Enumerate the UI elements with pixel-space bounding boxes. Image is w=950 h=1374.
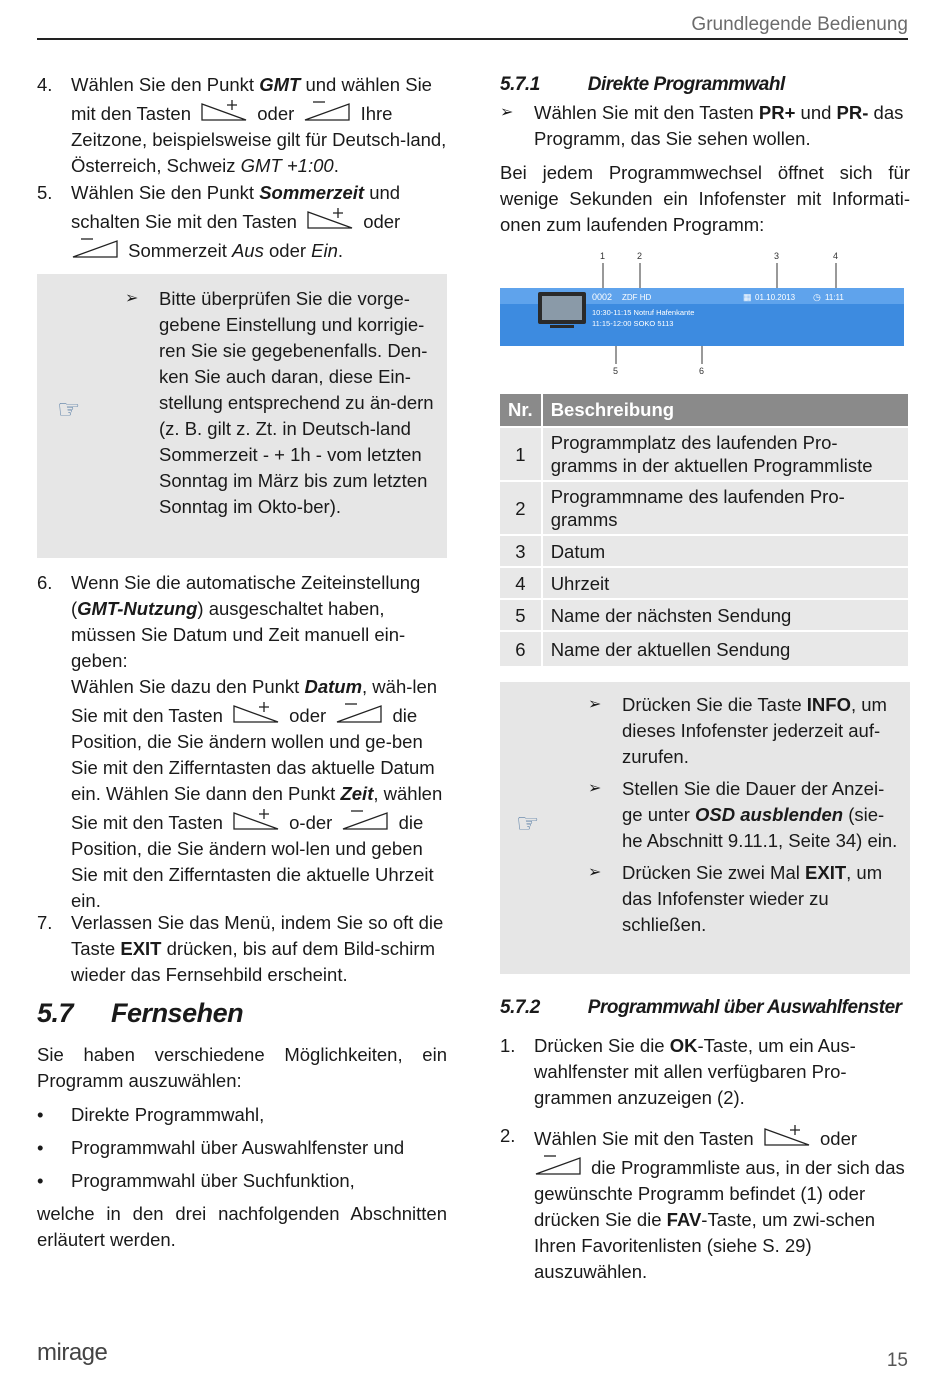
table-cell-nr: 6 bbox=[500, 632, 541, 666]
menu-item-sommerzeit: Sommerzeit bbox=[259, 182, 365, 203]
step-number: 6. bbox=[37, 572, 53, 593]
page-number: 15 bbox=[886, 1350, 908, 1371]
tv-icon bbox=[538, 292, 586, 328]
step-text: . bbox=[333, 155, 339, 176]
table-row bbox=[500, 428, 908, 480]
step-text: das Programm, das Sie sehen wollen. bbox=[534, 102, 904, 149]
channel-up-key-icon bbox=[763, 1123, 811, 1147]
channel-up-key-icon bbox=[306, 206, 354, 230]
key-ok: OK bbox=[669, 1035, 698, 1056]
bullet-dot-icon: • bbox=[37, 1170, 44, 1191]
info-window-figure bbox=[500, 248, 904, 380]
callout-5: 5 bbox=[613, 366, 619, 376]
timezone-value: GMT +1:00 bbox=[240, 155, 334, 176]
step-2 bbox=[500, 1123, 910, 1285]
step-text: Wählen Sie den Punkt bbox=[71, 74, 260, 95]
right-column-lower bbox=[500, 995, 910, 1285]
next-program: 11:15-12:00 SOKO 5113 bbox=[592, 319, 674, 328]
subsection-heading bbox=[500, 72, 910, 100]
table-header-row bbox=[500, 394, 908, 426]
pointing-hand-icon: ☞ bbox=[516, 808, 540, 838]
step-text: die Position, die Sie ändern wol-len und geben Sie mit den Zifferntasten die aktuelle Uhrzeit ein. bbox=[71, 812, 434, 911]
step-text: -Taste, um ein Aus-wahlfenster mit allen verfügbaren Pro-grammen anzuzeigen (2). bbox=[534, 1035, 856, 1108]
clock-icon: ◷ bbox=[813, 292, 821, 302]
note-item bbox=[588, 692, 904, 770]
step-text: Wählen Sie mit den Tasten bbox=[534, 1128, 754, 1149]
channel-down-key-icon bbox=[303, 98, 351, 122]
key-exit: EXIT bbox=[805, 862, 847, 883]
table-row bbox=[500, 536, 908, 566]
option-ein: Ein bbox=[311, 240, 338, 261]
menu-item-osd-ausblenden: OSD ausblenden bbox=[695, 804, 844, 825]
step-text: oder bbox=[263, 240, 312, 261]
arrow-bullet-icon: ➢ bbox=[500, 104, 514, 121]
subsection-number: 5.7.1 bbox=[500, 74, 540, 95]
note-box bbox=[37, 274, 447, 558]
channel-up-key-icon bbox=[232, 700, 280, 724]
instruction-item bbox=[500, 100, 910, 160]
step-number: 1. bbox=[500, 1035, 516, 1056]
note-item bbox=[588, 860, 904, 938]
bullet-dot-icon: • bbox=[37, 1104, 44, 1125]
list-item-text: Programmwahl über Suchfunktion, bbox=[71, 1170, 355, 1191]
step-text: , wählen Sie mit den Tasten bbox=[71, 783, 443, 833]
info-paragraph: Bei jedem Programmwechsel öffnet sich für wenige Sekunden ein Infofenster mit Informati-onen zum laufenden Programm: bbox=[500, 162, 910, 235]
channel-down-key-icon bbox=[341, 807, 389, 831]
step-text: Sommerzeit bbox=[128, 240, 232, 261]
key-pr-plus: PR+ bbox=[758, 102, 796, 123]
pointing-hand-icon: ☞ bbox=[57, 394, 81, 424]
note-text: Drücken Sie zwei Mal bbox=[622, 862, 806, 883]
callout-1: 1 bbox=[600, 251, 606, 261]
step-text: Wählen Sie dazu den Punkt bbox=[71, 676, 305, 697]
header-title: Grundlegende Bedienung bbox=[691, 14, 908, 35]
channel-down-key-icon bbox=[335, 700, 383, 724]
step-text: und schalten Sie mit den Tasten bbox=[71, 182, 401, 232]
table-row bbox=[500, 632, 908, 666]
calendar-icon: ▦ bbox=[743, 292, 752, 302]
table-cell-nr: 2 bbox=[500, 482, 541, 534]
table-cell-nr: 4 bbox=[500, 568, 541, 598]
right-column bbox=[500, 72, 910, 238]
key-info: INFO bbox=[806, 694, 851, 715]
table-header-nr: Nr. bbox=[500, 394, 541, 426]
step-text: Wählen Sie den Punkt bbox=[71, 182, 260, 203]
table-cell-nr: 3 bbox=[500, 536, 541, 566]
step-text: die Position, die Sie ändern wollen und ge-ben Sie mit den Zifferntasten das aktuelle Datum ein. Wählen Sie dann den Punkt bbox=[71, 705, 435, 804]
callout-3: 3 bbox=[774, 251, 780, 261]
channel-down-key-icon bbox=[71, 235, 119, 259]
step-text: Drücken Sie die bbox=[534, 1035, 670, 1056]
list-item-text: Programmwahl über Auswahlfenster und bbox=[71, 1137, 405, 1158]
brand-logo: mirage bbox=[37, 1339, 108, 1366]
table-row bbox=[500, 600, 908, 630]
list-item bbox=[37, 1168, 447, 1201]
note-text: (sie-he Abschnitt 9.11.1, Seite 34) ein. bbox=[622, 804, 898, 851]
list-item-text: Direkte Programmwahl, bbox=[71, 1104, 265, 1125]
intro-paragraph: Sie haben verschiedene Möglichkeiten, ein Programm auszuwählen: bbox=[37, 1044, 447, 1091]
step-text: ) ausgeschaltet haben, müssen Sie Datum und Zeit manuell ein-geben: bbox=[71, 598, 406, 671]
step-7 bbox=[37, 910, 447, 998]
table-row bbox=[500, 568, 908, 598]
menu-item-zeit: Zeit bbox=[340, 783, 374, 804]
note-item bbox=[125, 286, 435, 520]
osd-time: 11:11 bbox=[825, 293, 844, 302]
osd-date: 01.10.2013 bbox=[755, 293, 796, 302]
step-number: 4. bbox=[37, 74, 53, 95]
subsection-title: Programmwahl über Auswahlfenster bbox=[587, 997, 902, 1018]
table-cell-nr: 5 bbox=[500, 600, 541, 630]
table-cell-nr: 1 bbox=[500, 428, 541, 480]
list-item bbox=[37, 1102, 447, 1135]
left-column bbox=[37, 72, 447, 1253]
step-text: , wäh-len Sie mit den Tasten bbox=[71, 676, 438, 726]
channel-up-key-icon bbox=[232, 807, 280, 831]
info-note-box bbox=[500, 682, 910, 974]
table-cell-desc: Name der nächsten Sendung bbox=[543, 600, 908, 630]
outro-paragraph: welche in den drei nachfolgenden Abschnitten erläutert werden. bbox=[37, 1203, 447, 1250]
step-text: drücken, bis auf dem Bild-schirm wieder das Fernsehbild erscheint. bbox=[71, 938, 435, 985]
key-fav: FAV bbox=[666, 1209, 702, 1230]
note-text: , um das Infofenster wieder zu schließen. bbox=[622, 862, 883, 935]
section-title: Fernsehen bbox=[111, 998, 244, 1028]
step-text: oder bbox=[820, 1128, 858, 1149]
table-cell-desc: Programmplatz des laufenden Pro-gramms in der aktuellen Programmliste bbox=[543, 428, 908, 480]
note-text: Bitte überprüfen Sie die vorge-gebene Einstellung und korrigie-ren Sie sie gegebenenfalls. Den-ken Sie auch daran, diese Ein-stellung entsprechend zu än-dern (z. B. gilt z. Zt. in Deutsch-land Sommerzeit - + 1h - vom letzten Sonntag im März bis zum letzten Sonntag im Okto-ber). bbox=[159, 288, 434, 517]
table-header-beschreibung: Beschreibung bbox=[543, 394, 908, 426]
step-text: . bbox=[337, 240, 344, 261]
menu-item-datum: Datum bbox=[304, 676, 363, 697]
note-text: Stellen Sie die Dauer der Anzei-ge unter bbox=[622, 778, 885, 825]
callout-6: 6 bbox=[699, 366, 705, 376]
channel-name: ZDF HD bbox=[622, 293, 652, 302]
table-row bbox=[500, 482, 908, 534]
key-pr-minus: PR- bbox=[836, 102, 869, 123]
note-text: Drücken Sie die Taste bbox=[622, 694, 807, 715]
step-text: oder bbox=[289, 705, 327, 726]
step-text: o-der bbox=[289, 812, 333, 833]
table-cell-desc: Name der aktuellen Sendung bbox=[543, 632, 908, 666]
step-text: Wenn Sie die automatische Zeiteinstellung ( bbox=[71, 572, 421, 619]
options-list bbox=[37, 1102, 447, 1201]
step-text: oder bbox=[257, 103, 295, 124]
step-text: und bbox=[795, 102, 837, 123]
step-text: -Taste, um zwi-schen Ihren Favoritenlisten (siehe S. 29) auszuwählen. bbox=[534, 1209, 876, 1282]
key-exit: EXIT bbox=[120, 938, 162, 959]
menu-item-gmt: GMT bbox=[259, 74, 301, 95]
header-divider bbox=[37, 38, 908, 40]
step-6 bbox=[37, 570, 447, 910]
table-cell-desc: Programmname des laufenden Pro-gramms bbox=[543, 482, 908, 534]
step-text: Verlassen Sie das Menü, indem Sie so oft die Taste bbox=[71, 912, 444, 959]
list-item bbox=[37, 1135, 447, 1168]
step-text: die Programmliste aus, in der sich das gewünschte Programm befindet (1) oder drücken Sie die bbox=[534, 1157, 905, 1230]
note-item bbox=[588, 776, 904, 854]
option-aus: Aus bbox=[231, 240, 264, 261]
menu-item-gmt-nutzung: GMT-Nutzung bbox=[77, 598, 198, 619]
arrow-bullet-icon: ➢ bbox=[588, 696, 602, 713]
note-text: , um dieses Infofenster jederzeit auf-zurufen. bbox=[622, 694, 887, 767]
step-1 bbox=[500, 1033, 910, 1123]
step-text: und wählen Sie mit den Tasten bbox=[71, 74, 432, 124]
step-text: Ihre Zeitzone, beispielsweise gilt für Deutsch-land, Österreich, Schweiz bbox=[71, 103, 447, 176]
arrow-bullet-icon: ➢ bbox=[588, 780, 602, 797]
arrow-bullet-icon: ➢ bbox=[125, 290, 139, 307]
subsection-heading bbox=[500, 995, 910, 1033]
section-number: 5.7 bbox=[37, 998, 74, 1028]
subsection-number: 5.7.2 bbox=[500, 997, 540, 1018]
step-4 bbox=[37, 72, 447, 180]
subsection-title: Direkte Programmwahl bbox=[587, 74, 785, 95]
section-heading bbox=[37, 1000, 447, 1042]
channel-up-key-icon bbox=[200, 98, 248, 122]
step-text: Wählen Sie mit den Tasten bbox=[534, 102, 759, 123]
step-number: 2. bbox=[500, 1125, 516, 1146]
table-cell-desc: Datum bbox=[543, 536, 908, 566]
table-cell-desc: Uhrzeit bbox=[543, 568, 908, 598]
description-table bbox=[498, 392, 910, 668]
step-text: oder bbox=[363, 211, 401, 232]
callout-4: 4 bbox=[833, 251, 839, 261]
channel-number: 0002 bbox=[592, 292, 613, 302]
step-5 bbox=[37, 180, 447, 268]
step-number: 5. bbox=[37, 182, 53, 203]
channel-down-key-icon bbox=[534, 1152, 582, 1176]
bullet-dot-icon: • bbox=[37, 1137, 44, 1158]
current-program: 10:30-11:15 Notruf Hafenkante bbox=[592, 308, 695, 317]
callout-2: 2 bbox=[637, 251, 643, 261]
arrow-bullet-icon: ➢ bbox=[588, 864, 602, 881]
step-number: 7. bbox=[37, 912, 53, 933]
